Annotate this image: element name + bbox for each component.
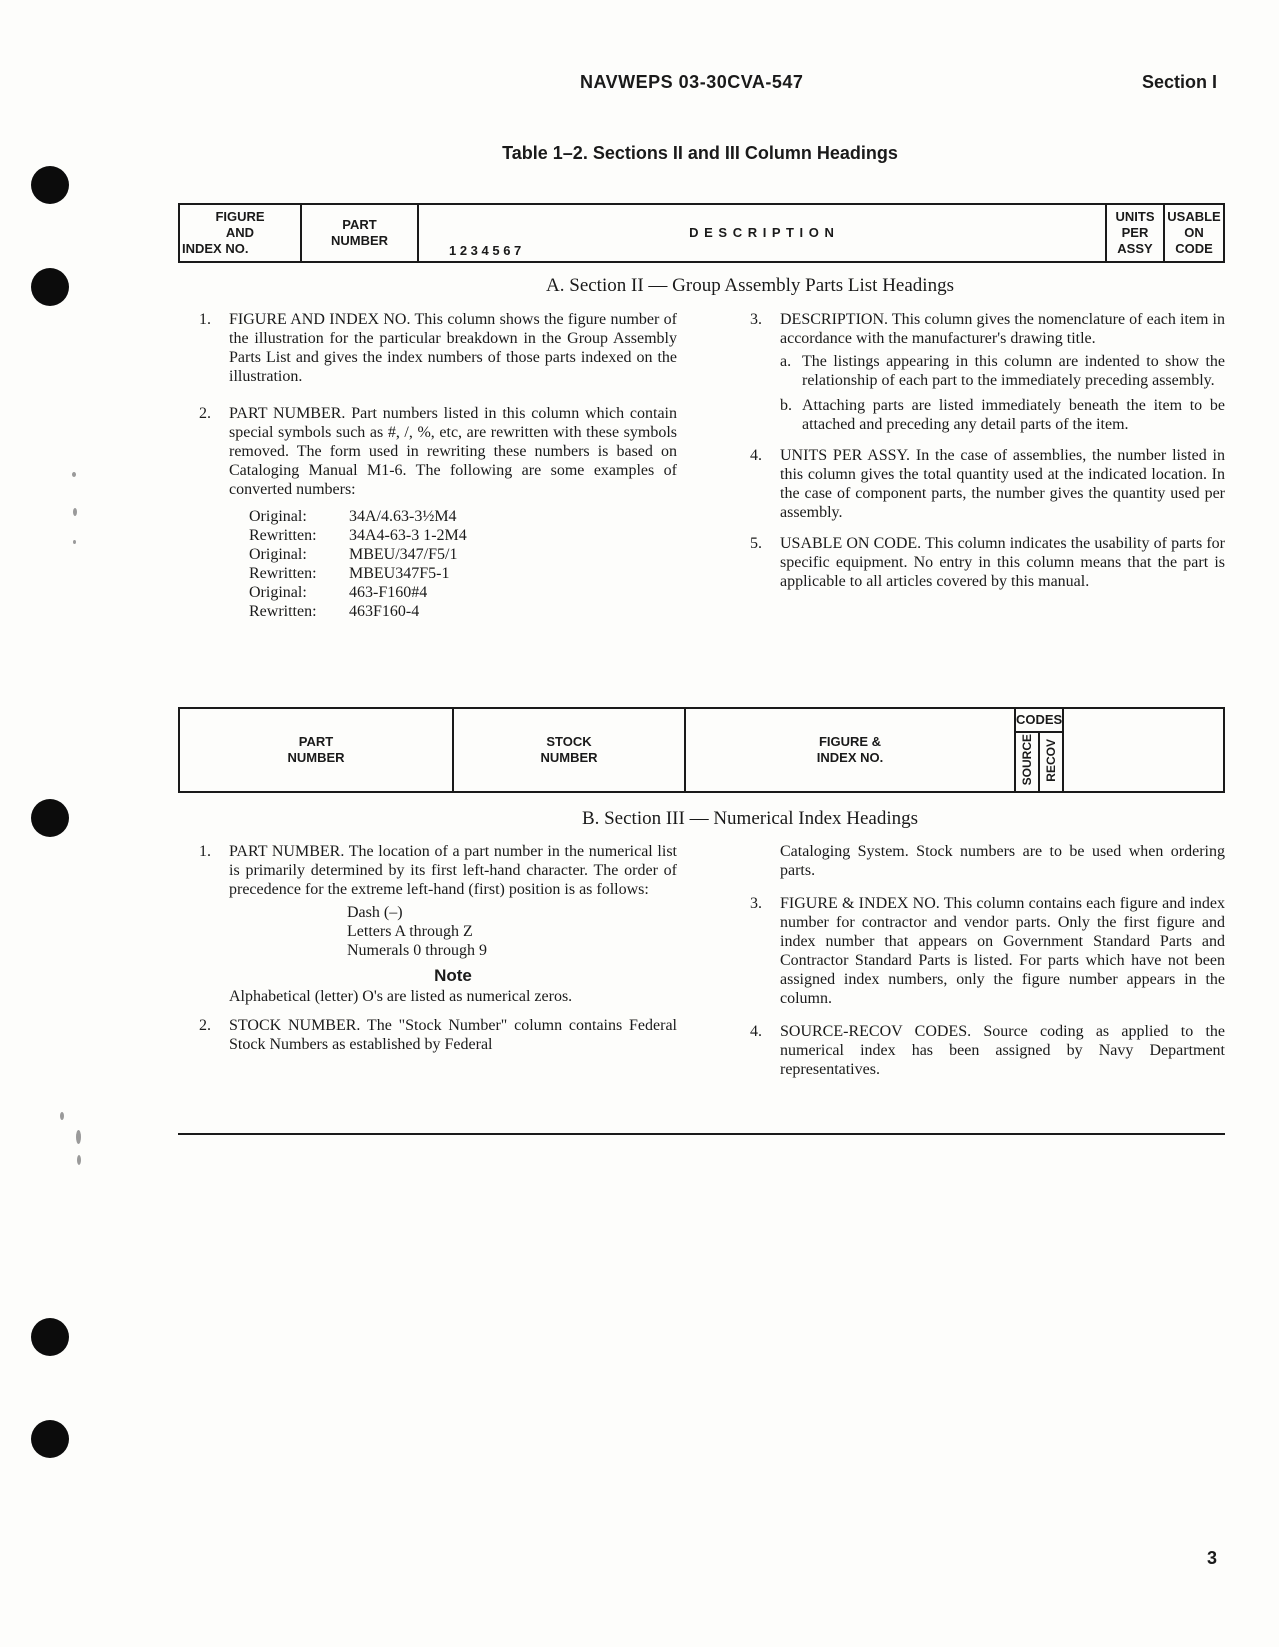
section-iii-heading-table [178, 707, 1225, 793]
description-header: D E S C R I P T I O N 1 2 3 4 5 6 7 [418, 204, 1106, 262]
scan-speck [60, 1112, 64, 1120]
codes-header: CODES [1015, 708, 1063, 732]
page-number: 3 [1207, 1548, 1218, 1568]
usable-on-code-header: USABLE ON CODE [1164, 204, 1224, 262]
list-item: 1. FIGURE AND INDEX NO. This column shows the figure number of the illustration for the particular breakdown in the Group Assembly Parts List and gives the index numbers of those parts indexed on the illustration. [199, 311, 677, 385]
figure-index-header: FIGURE AND INDEX NO. [179, 204, 301, 262]
scan-speck [76, 1130, 81, 1144]
list-item: 4. SOURCE-RECOV CODES. Source coding as applied to the numerical index has been assigned by Navy Department representatives. [750, 1023, 1225, 1078]
indent-digits: 1 2 3 4 5 6 7 [449, 243, 522, 258]
source-header: SOURCE [1015, 732, 1039, 792]
note-heading: Note [434, 966, 472, 985]
section-b-right-column [750, 842, 1225, 1089]
recov-header: RECOV [1039, 732, 1063, 792]
table-title: Table 1–2. Sections II and III Column Headings [502, 143, 898, 163]
section-b-left-column [199, 842, 677, 1064]
list-item: 4. UNITS PER ASSY. In the case of assemblies, the number listed in this column gives the total quantity used at the indicated location. In the case of component parts, the number gives the quantity used per assembly. [750, 447, 1225, 521]
bottom-rule [178, 1133, 1225, 1135]
note-text: Alphabetical (letter) O's are listed as numerical zeros. [229, 988, 573, 1005]
list-item: 3. FIGURE & INDEX NO. This column contains each figure and index number for contractor and vendor parts. Only the first figure and index number that appears on Government Standard Parts and Contractor Standard Parts is listed. For parts which have not been assigned index numbers, only the figure number appears in the column. [750, 895, 1225, 1007]
binder-hole [31, 166, 69, 204]
section-a-title: A. Section II — Group Assembly Parts List Headings [546, 275, 954, 296]
sub-item: b. Attaching parts are listed immediately beneath the item to be attached and preceding any detail parts of the item. [780, 397, 1225, 433]
binder-hole [31, 1318, 69, 1356]
binder-hole [31, 799, 69, 837]
converted-number-examples: Original: 34A/4.63-3½M4 Rewritten: 34A4-63-3 1-2M4 Original: MBEU/347/F5/1 Rewritten: MBEU347F5-1 Original: 463-F160#4 Rewritten: 463F160-4 [249, 508, 467, 620]
section-ii-heading-table [178, 203, 1225, 263]
list-item-continuation: Cataloging System. Stock numbers are to be used when ordering parts. [780, 843, 1225, 879]
list-item: 1. PART NUMBER. The location of a part number in the numerical list is primarily determined by its first left-hand character. The order of precedence for the extreme left-hand (first) position is as follows: Dash (–) Letters A through Z Numerals 0 through 9 Note Alphabetical (letter) O's are listed as numerical zeros. [199, 843, 677, 1005]
section-a-right-column [750, 310, 1225, 601]
section-b-title: B. Section III — Numerical Index Headings [581, 808, 919, 829]
list-item: 3. DESCRIPTION. This column gives the nomenclature of each item in accordance with the manufacturer's drawing title. a. The listings appearing in this column are indented to show the relationship of each part to the immediately preceding assembly. b. Attaching parts are listed immediately beneath the item to be attached and preceding any detail parts of the item. [750, 311, 1225, 433]
scan-speck [72, 472, 76, 477]
scan-speck [73, 508, 77, 516]
binder-hole [31, 1420, 69, 1458]
section-a-left-column [199, 310, 677, 631]
section-label: Section I [1142, 72, 1218, 92]
precedence-list: Dash (–) Letters A through Z Numerals 0 through 9 [347, 904, 487, 959]
list-item: 5. USABLE ON CODE. This column indicates the usability of parts for specific equipment. No entry in this column means that the part is applicable to all articles covered by this manual. [750, 535, 1225, 590]
list-item: 2. STOCK NUMBER. The "Stock Number" column contains Federal Stock Numbers as established by Federal [199, 1017, 677, 1053]
sub-item: a. The listings appearing in this column are indented to show the relationship of each part to the immediately preceding assembly. [780, 353, 1225, 389]
stock-number-header: STOCK NUMBER [453, 708, 685, 792]
scan-speck [77, 1155, 81, 1165]
figure-index-header: FIGURE & INDEX NO. [685, 708, 1015, 792]
blank-header [1063, 708, 1224, 792]
document-number: NAVWEPS 03-30CVA-547 [580, 72, 804, 92]
part-number-header: PART NUMBER [179, 708, 453, 792]
scan-speck [73, 540, 76, 544]
binder-hole [31, 268, 69, 306]
part-number-header: PART NUMBER [301, 204, 418, 262]
units-per-assy-header: UNITS PER ASSY [1106, 204, 1164, 262]
list-item: 2. PART NUMBER. Part numbers listed in this column which contain special symbols such as #, /, %, etc, are rewritten with these symbols removed. The form used in rewriting these numbers is based on Cataloging Manual M1-6. The following are some examples of converted numbers: Original: 34A/4.63-3½M4 Rewritten: 34A4-63-3 1-2M4 Original: MBEU/347/F5/1 Rewritten: MBEU347F5-1 Original: 463-F160#4 Rewritten: 463F160-4 [199, 405, 677, 620]
